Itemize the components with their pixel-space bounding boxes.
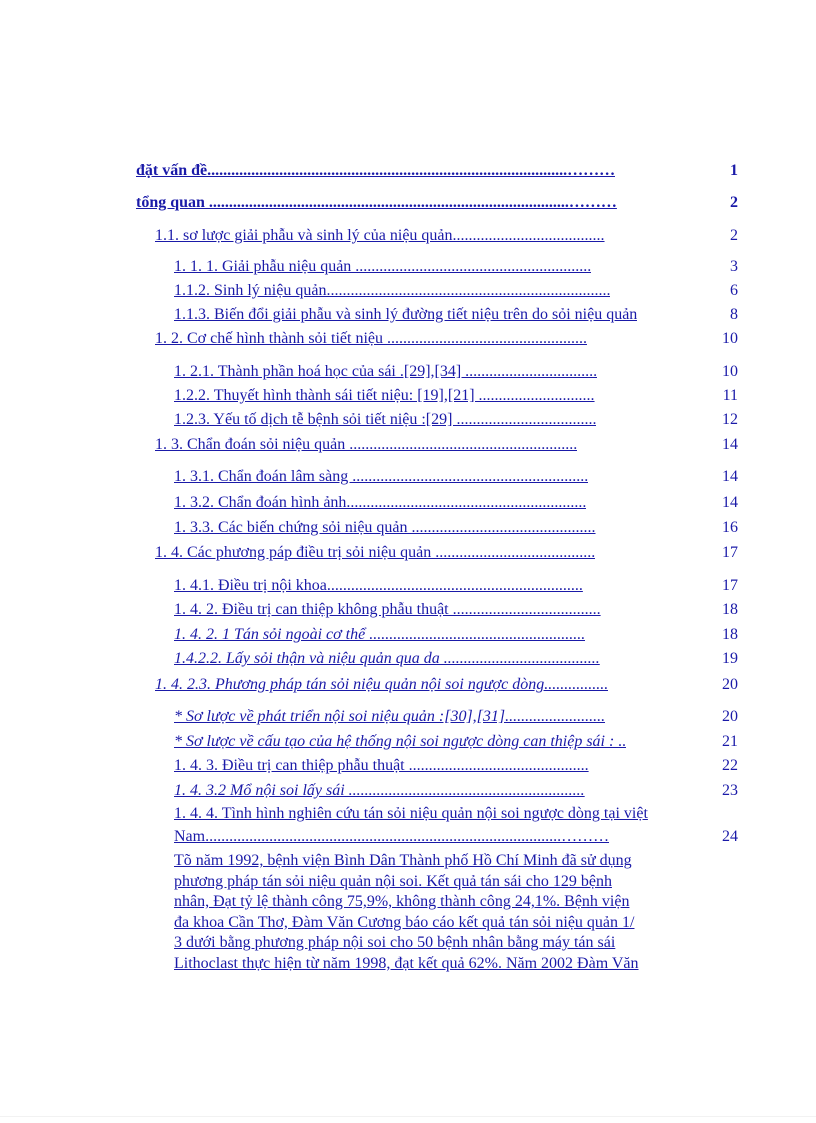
toc-entry-text: tổng quan ..........................................................................................……… bbox=[136, 194, 617, 211]
toc-page-number: 14 bbox=[722, 468, 738, 485]
toc-entry-1-2-1[interactable] bbox=[174, 362, 738, 382]
toc-page-number: 8 bbox=[730, 306, 738, 323]
toc-page-number: 20 bbox=[722, 676, 738, 693]
toc-entry-text: 1.2.2. Thuyết hình thành sái tiết niệu: [19],[21] ............................. bbox=[174, 387, 595, 404]
toc-page-number: 2 bbox=[730, 227, 738, 244]
toc-page-number: 14 bbox=[722, 436, 738, 453]
toc-entry-text: 1.1.3. Biến đổi giải phẫu và sinh lý đường tiết niệu trên do sỏi niệu quản bbox=[174, 306, 638, 323]
paragraph-line: đa khoa Cần Thơ, Đàm Văn Cương báo cáo kết quả tán sỏi niệu quản 1/ bbox=[174, 913, 635, 931]
toc-page-number: 12 bbox=[722, 411, 738, 428]
toc-entry-text: 1. 4. Các phương páp điều trị sỏi niệu quản ........................................ bbox=[155, 544, 596, 561]
toc-entry-text: 1.1. sơ lược giải phẫu và sinh lý của niệu quản...................................... bbox=[155, 227, 605, 244]
toc-entry-text: 1. 1. 1. Giải phẫu niệu quản ........................................................... bbox=[174, 258, 592, 275]
toc-entry-text: 1. 3.3. Các biến chứng sỏi niệu quản .............................................. bbox=[174, 519, 596, 536]
toc-entry-1-4-2-1[interactable] bbox=[174, 625, 738, 645]
toc-entry-text: 1. 2.1. Thành phần hoá học của sái .[29],[34] ................................. bbox=[174, 363, 598, 380]
toc-entry-1-2-3[interactable] bbox=[174, 410, 738, 430]
toc-page-number: 14 bbox=[722, 494, 738, 511]
toc-page-number: 22 bbox=[722, 757, 738, 774]
paragraph-line: 3 dưới bằng phương pháp nội soi cho 50 bệnh nhân bằng máy tán sái bbox=[174, 934, 616, 952]
toc-entry-text: * Sơ lược về cấu tạo của hệ thống nội soi ngược dòng can thiệp sái : .. bbox=[174, 733, 627, 750]
toc-page-number: 18 bbox=[722, 601, 738, 618]
toc-page-number: 18 bbox=[722, 626, 738, 643]
toc-entry-noi-soi-cau-tao[interactable] bbox=[174, 732, 738, 752]
toc-entry-1-3-1[interactable] bbox=[174, 467, 738, 487]
toc-entry-1-4-4[interactable] bbox=[174, 804, 738, 824]
toc-entry-text: 1. 3.2. Chẩn đoán hình ảnh............................................................ bbox=[174, 494, 587, 511]
toc-entry-text: 1. 4. 4. Tình hình nghiên cứu tán sỏi niệu quản nội soi ngược dòng tại việt bbox=[174, 805, 648, 822]
paragraph-line: Lithoclast thực hiện từ năm 1998, đạt kết quả 62%. Năm 2002 Đàm Văn bbox=[174, 954, 639, 972]
toc-page-number: 17 bbox=[722, 544, 738, 561]
toc-entry-1-4-3-2[interactable] bbox=[174, 781, 738, 801]
toc-page-number: 3 bbox=[730, 258, 738, 275]
toc-entry-1-1[interactable] bbox=[155, 226, 738, 246]
toc-entry-text: 1. 4. 3.2 Mổ nội soi lấy sái ........................................................... bbox=[174, 782, 585, 799]
toc-entry-1-2-2[interactable] bbox=[174, 386, 738, 406]
toc-entry-1-1-3[interactable] bbox=[174, 305, 738, 325]
toc-page-number: 24 bbox=[722, 828, 738, 845]
toc-entry-1-3-2[interactable] bbox=[174, 493, 738, 513]
toc-entry-tong-quan[interactable] bbox=[136, 193, 738, 213]
toc-entry-noi-soi-phat-trien[interactable] bbox=[174, 707, 738, 727]
toc-entry-text: 1. 3. Chẩn đoán sỏi niệu quản ......................................................... bbox=[155, 436, 578, 453]
toc-entry-dat-van-de[interactable] bbox=[136, 161, 738, 181]
toc-entry-1-4-3[interactable] bbox=[174, 756, 738, 776]
toc-entry-1-2[interactable] bbox=[155, 329, 738, 349]
toc-page-number: 1 bbox=[730, 162, 738, 179]
toc-entry-1-3-3[interactable] bbox=[174, 518, 738, 538]
toc-entry-1-4-2-2[interactable] bbox=[174, 649, 738, 669]
toc-entry-text: * Sơ lược về phát triển nội soi niệu quản :[30],[31]......................... bbox=[174, 708, 606, 725]
toc-entry-text: 1. 4. 2. 1 Tán sỏi ngoài cơ thể ...................................................... bbox=[174, 626, 586, 643]
toc-page-number: 23 bbox=[722, 782, 738, 799]
toc-entry-1-4-2[interactable] bbox=[174, 600, 738, 620]
toc-entry-1-4-4-cont[interactable] bbox=[174, 827, 738, 847]
paragraph-line: phương pháp tán sỏi niệu quản nội soi. Kết quả tán sái cho 129 bệnh bbox=[174, 872, 612, 890]
toc-entry-text: 1. 3.1. Chẩn đoán lâm sàng ........................................................... bbox=[174, 468, 589, 485]
toc-page-number: 10 bbox=[722, 330, 738, 347]
toc-entry-text: 1. 4. 2.3. Phương pháp tán sỏi niệu quản nội soi ngược dòng................ bbox=[155, 676, 609, 693]
toc-entry-1-4-1[interactable] bbox=[174, 576, 738, 596]
toc-entry-text: đặt vấn đề..........................................................................................……… bbox=[136, 162, 616, 179]
toc-entry-text: 1. 4.1. Điều trị nội khoa................................................................ bbox=[174, 577, 583, 594]
toc-page-number: 10 bbox=[722, 363, 738, 380]
toc-page-number: 20 bbox=[722, 708, 738, 725]
toc-page-number: 17 bbox=[722, 577, 738, 594]
paragraph-line: Tõ năm 1992, bệnh viện Bình Dân Thành phố Hồ Chí Minh đã sử dụng bbox=[174, 852, 632, 869]
toc-entry-text: 1. 2. Cơ chế hình thành sỏi tiết niệu .................................................. bbox=[155, 330, 587, 347]
toc-entry-text: 1.4.2.2. Lấy sỏi thận và niệu quản qua da ....................................... bbox=[174, 650, 600, 667]
toc-entry-text: Nam.........................................................................................……… bbox=[174, 828, 610, 845]
toc-entry-text: 1.1.2. Sinh lý niệu quản....................................................................... bbox=[174, 282, 611, 299]
page-edge-divider bbox=[0, 1116, 816, 1117]
toc-entry-1-1-1[interactable] bbox=[174, 257, 738, 277]
toc-page-number: 11 bbox=[722, 387, 738, 404]
paragraph-line: nhân, Đạt tỷ lệ thành công 75,9%, không thành công 24,1%. Bệnh viện bbox=[174, 893, 630, 911]
toc-entry-1-1-2[interactable] bbox=[174, 281, 738, 301]
toc-entry-text: 1.2.3. Yếu tố dịch tễ bệnh sỏi tiết niệu :[29] ................................... bbox=[174, 411, 597, 428]
toc-entry-text: 1. 4. 3. Điều trị can thiệp phẫu thuật ............................................. bbox=[174, 757, 589, 774]
toc-entry-1-4[interactable] bbox=[155, 543, 738, 563]
toc-page-number: 2 bbox=[730, 194, 738, 211]
toc-page-number: 19 bbox=[722, 650, 738, 667]
body-paragraph bbox=[174, 851, 740, 975]
toc-page-number: 16 bbox=[722, 519, 738, 536]
toc-page-number: 6 bbox=[730, 282, 738, 299]
toc-page-number: 21 bbox=[722, 733, 738, 750]
toc-entry-text: 1. 4. 2. Điều trị can thiệp không phẫu thuật ..................................... bbox=[174, 601, 601, 618]
toc-entry-1-3[interactable] bbox=[155, 435, 738, 455]
toc-entry-1-4-2-3[interactable] bbox=[155, 675, 738, 695]
